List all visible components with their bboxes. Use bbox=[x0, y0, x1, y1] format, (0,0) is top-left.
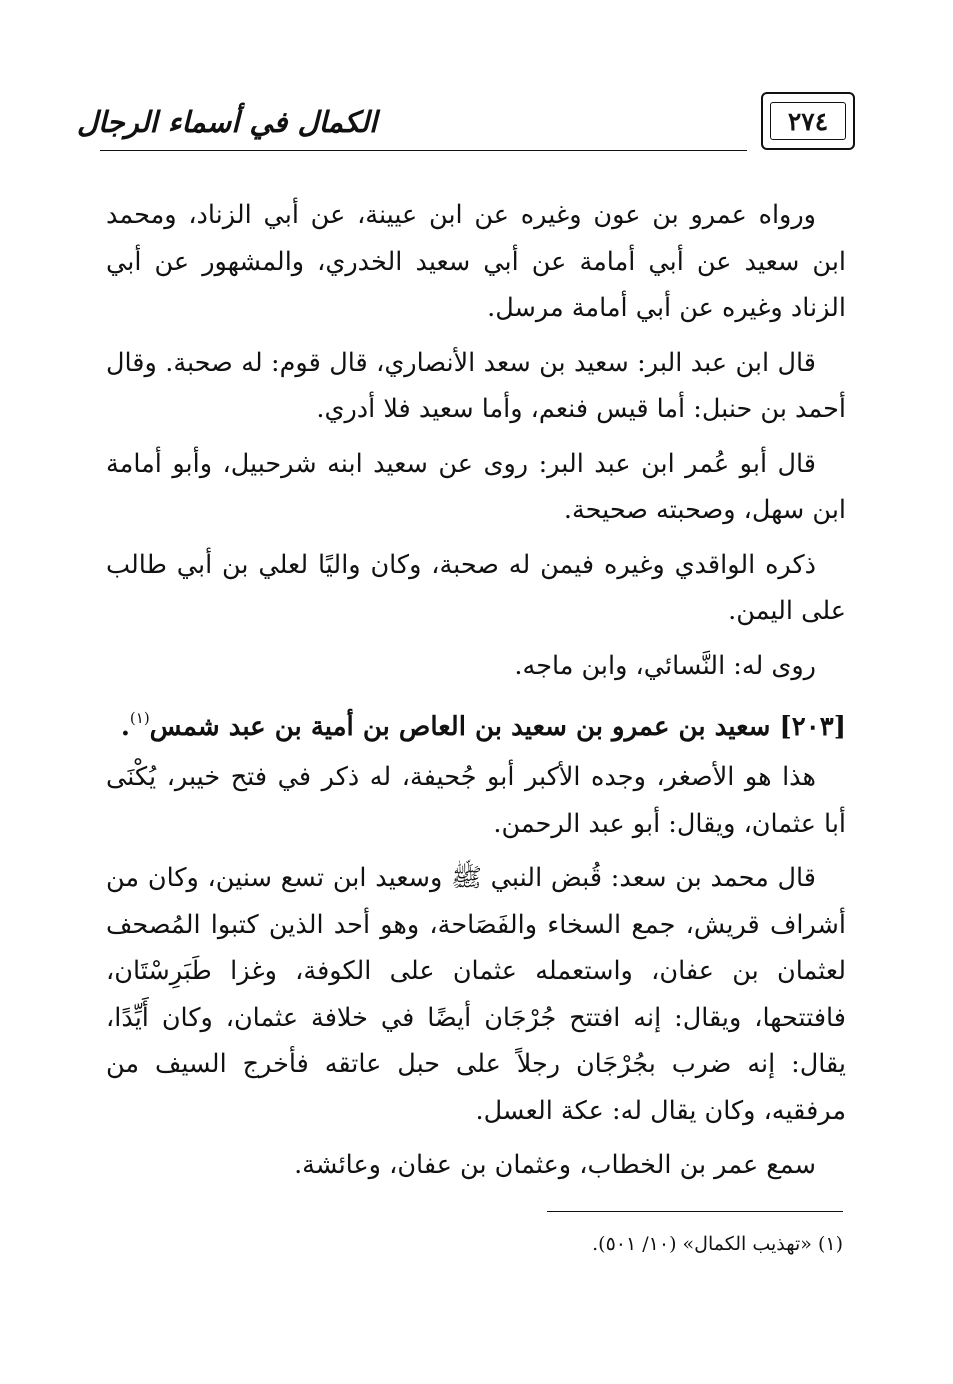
page-header bbox=[76, 88, 855, 160]
book-title: الكمال في أسماء الرجال bbox=[76, 105, 378, 139]
entry-heading-text: [٢٠٣] سعيد بن عمرو بن سعيد بن العاص بن أمية بن عبد شمس bbox=[149, 712, 846, 742]
paragraph: روى له: النَّسائي، وابن ماجه. bbox=[514, 650, 816, 681]
paragraph: ذكره الواقدي وغيره فيمن له صحبة، وكان واليًا لعلي بن أبي طالب على اليمن. bbox=[106, 549, 846, 626]
page-body bbox=[106, 192, 846, 1197]
header-rule bbox=[100, 150, 747, 151]
paragraph: قال أبو عُمر ابن عبد البر: روى عن سعيد ابنه شرحبيل، وأبو أمامة ابن سهل، وصحبته صحيحة. bbox=[106, 448, 846, 525]
footnote-rule bbox=[547, 1211, 843, 1212]
footnote-marker: (١) bbox=[129, 709, 150, 727]
paragraph: ورواه عمرو بن عون وغيره عن ابن عيينة، عن أبي الزناد، ومحمد ابن سعيد عن أبي أمامة عن أبي سعيد الخدري، والمشهور عن أبي الزناد وغيره عن أبي أمامة مرسل. bbox=[106, 200, 846, 323]
paragraph: هذا هو الأصغر، وجده الأكبر أبو جُحيفة، له ذكر في فتح خيبر، يُكْنَى أبا عثمان، ويقال: أبو عبد الرحمن. bbox=[106, 762, 846, 839]
paragraph: سمع عمر بن الخطاب، وعثمان بن عفان، وعائشة. bbox=[294, 1150, 816, 1180]
paragraph: قال ابن عبد البر: سعيد بن سعد الأنصاري، قال قوم: له صحبة. وقال أحمد بن حنبل: أما قيس فنعم، وأما سعيد فلا أدري. bbox=[106, 347, 846, 424]
footnote: (١) «تهذيب الكمال» (١٠/ ٥٠١). bbox=[592, 1233, 843, 1255]
entry-heading bbox=[106, 695, 846, 750]
entry-heading-end: . bbox=[120, 712, 130, 742]
paragraph: قال محمد بن سعد: قُبض النبي ﷺ وسعيد ابن تسع سنين، وكان من أشراف قريش، جمع السخاء والفَصَاحة، وهو أحد الذين كتبوا المُصحف لعثمان بن عفان، واستعمله عثمان على الكوفة، وغزا طَبَرِسْتَان، فافتتحها، ويقال: إنه افتتح جُرْجَان أيضًا في خلافة عثمان، وكان أَيِّدًا، يقال: إنه ضرب بجُرْجَان رجلاً على حبل عاتقه فأخرج السيف من مرفقيه، وكان يقال له: عكة العسل. bbox=[106, 863, 846, 1126]
page-number-frame bbox=[753, 88, 855, 154]
page-number: ٢٧٤ bbox=[770, 102, 846, 140]
